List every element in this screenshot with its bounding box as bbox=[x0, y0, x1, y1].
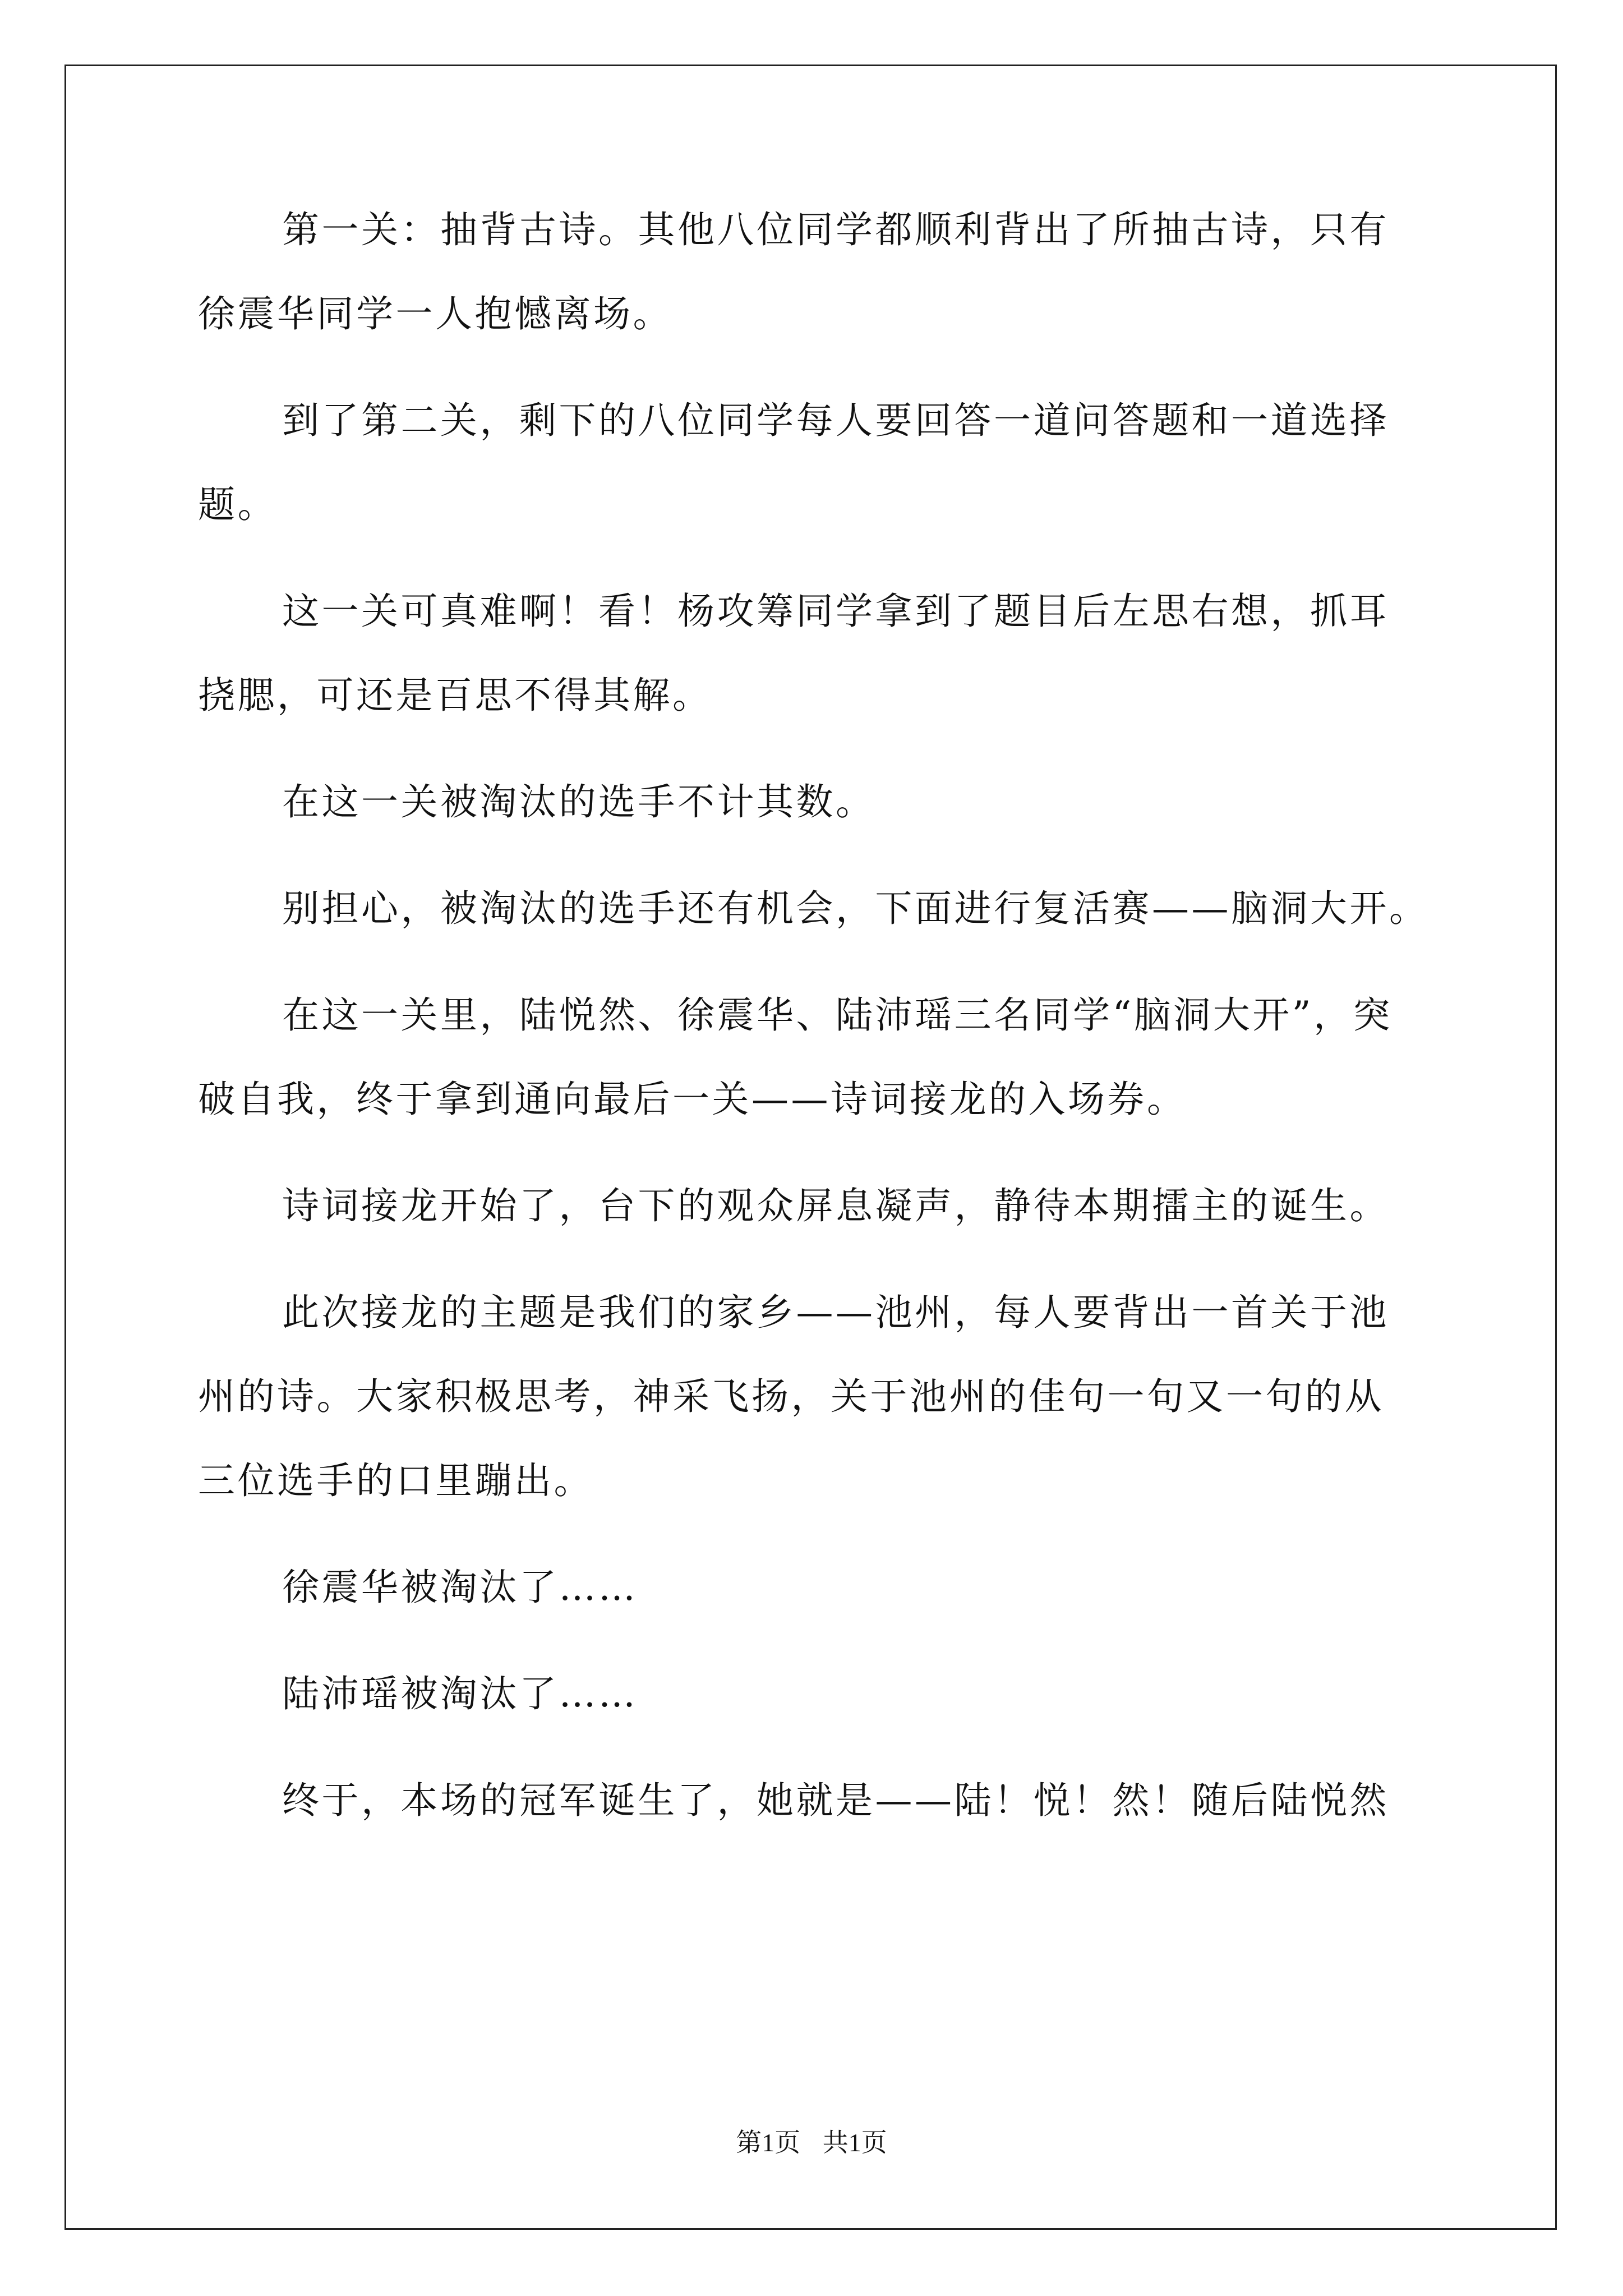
text-line: 诗词接龙开始了，台下的观众屏息凝声，静待本期擂主的诞生。 bbox=[282, 1184, 1389, 1227]
text-line: 在这一关里，陆悦然、徐震华、陆沛瑶三名同学“脑洞大开”，突 bbox=[282, 993, 1393, 1037]
text-line: 终于，本场的冠军诞生了，她就是——陆！悦！然！随后陆悦然 bbox=[282, 1779, 1389, 1822]
page-number: 第1页 bbox=[736, 2128, 801, 2157]
page-footer bbox=[0, 2126, 1623, 2160]
text-line: 徐震华同学一人抱憾离场。 bbox=[198, 292, 672, 335]
text-line: 此次接龙的主题是我们的家乡——池州，每人要背出一首关于池 bbox=[282, 1291, 1389, 1334]
text-line: 题。 bbox=[198, 483, 277, 526]
text-line: 在这一关被淘汰的选手不计其数。 bbox=[282, 780, 875, 823]
text-line: 陆沛瑶被淘汰了…… bbox=[282, 1672, 638, 1715]
text-line: 这一关可真难啊！看！杨攻筹同学拿到了题目后左思右想，抓耳 bbox=[282, 590, 1389, 633]
page-border bbox=[64, 65, 1557, 2230]
text-line: 别担心，被淘汰的选手还有机会，下面进行复活赛——脑洞大开。 bbox=[282, 887, 1429, 930]
text-line: 三位选手的口里蹦出。 bbox=[198, 1459, 593, 1502]
text-line: 破自我，终于拿到通向最后一关——诗词接龙的入场券。 bbox=[198, 1078, 1187, 1121]
text-line: 挠腮，可还是百思不得其解。 bbox=[198, 674, 712, 717]
text-line: 到了第二关，剩下的八位同学每人要回答一道问答题和一道选择 bbox=[282, 399, 1389, 442]
text-line: 徐震华被淘汰了…… bbox=[282, 1566, 638, 1609]
text-line: 第一关：抽背古诗。其他八位同学都顺利背出了所抽古诗，只有 bbox=[282, 208, 1389, 251]
page-total: 共1页 bbox=[822, 2128, 887, 2157]
text-line: 州的诗。大家积极思考，神采飞扬，关于池州的佳句一句又一句的从 bbox=[198, 1375, 1384, 1418]
